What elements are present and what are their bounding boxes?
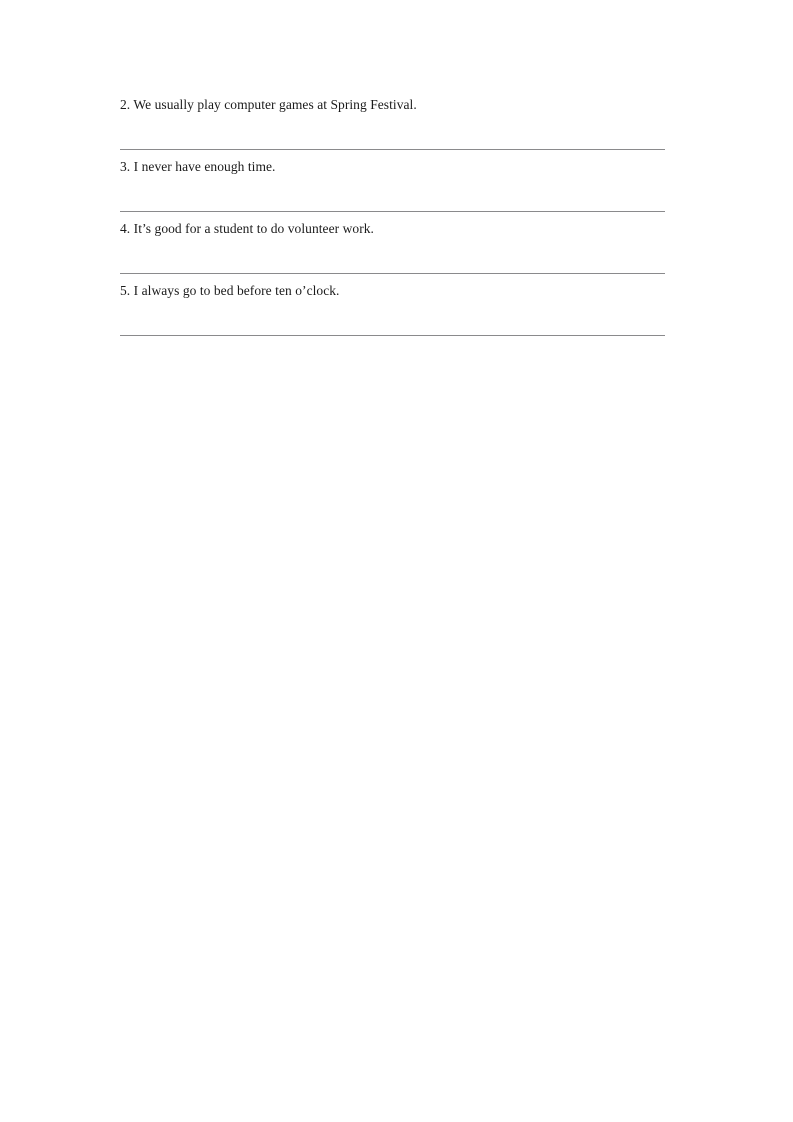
exercise-sentence-5: 5. I always go to bed before ten o’clock. — [120, 283, 340, 298]
exercise-sentence-2: 2. We usually play computer games at Spring Festival. — [120, 97, 417, 112]
exercise-sentence-3: 3. I never have enough time. — [120, 159, 276, 174]
answer-rule-2 — [120, 149, 665, 150]
answer-rule-3 — [120, 211, 665, 212]
exercise-sentence-4: 4. It’s good for a student to do volunteer work. — [120, 221, 374, 236]
blank-page-area — [0, 350, 793, 1122]
answer-rule-4 — [120, 273, 665, 274]
exercise-item — [120, 96, 665, 158]
exercise-item — [120, 282, 665, 344]
exercise-item — [120, 220, 665, 282]
exercise-item — [120, 158, 665, 220]
answer-rule-5 — [120, 335, 665, 336]
exercise-list — [120, 96, 665, 344]
